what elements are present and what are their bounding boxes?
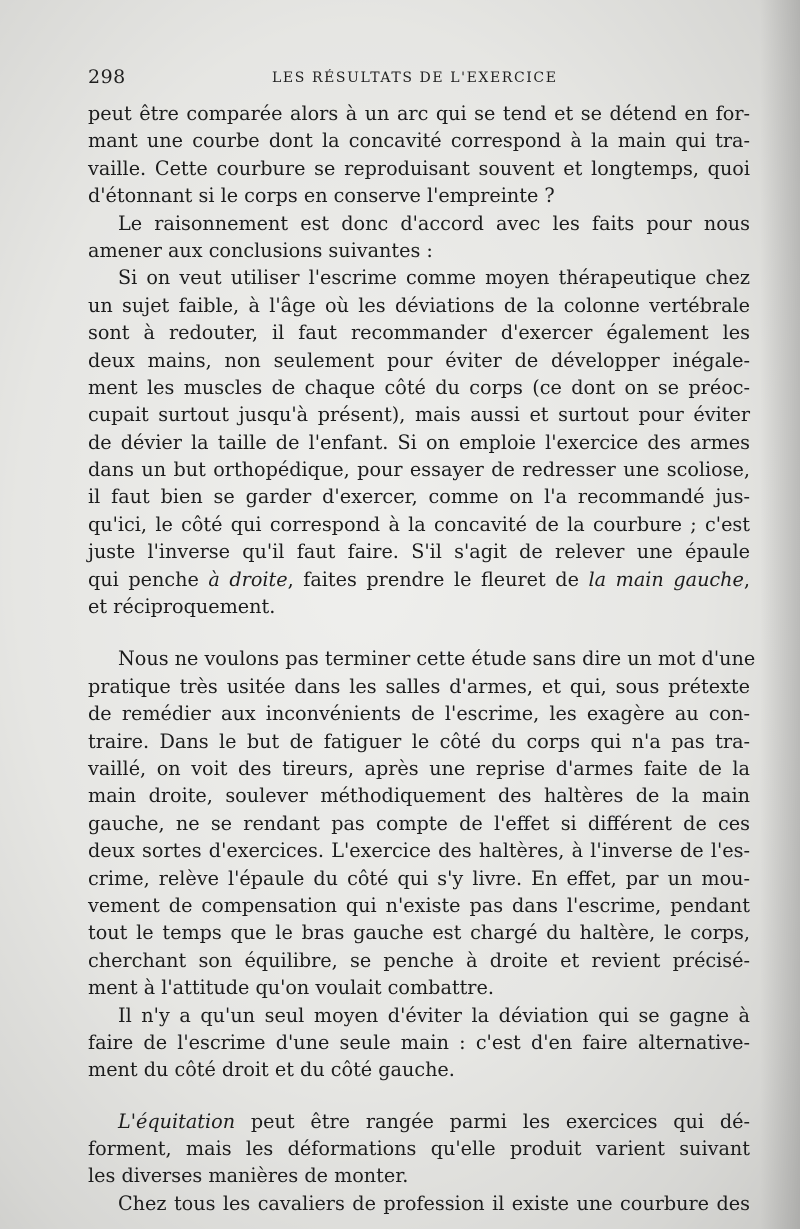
text-line: juste l'inverse qu'il faut faire. S'il s'agit de relever une épaule	[88, 540, 750, 564]
text-line: qu'ici, le côté qui correspond à la concavité de la courbure ; c'est	[88, 512, 750, 536]
text-line: Chez tous les cavaliers de profession il existe une courbure des	[118, 1191, 750, 1215]
text-line: Il n'y a qu'un seul moyen d'éviter la déviation qui se gagne à	[118, 1003, 750, 1027]
text-line: Le raisonnement est donc d'accord avec les faits pour nous	[118, 211, 750, 235]
page-edge-shadow	[760, 0, 800, 1229]
text-line: tout le temps que le bras gauche est chargé du haltère, le corps,	[88, 921, 750, 945]
page-number: 298	[88, 66, 126, 88]
text-line: deux mains, non seulement pour éviter de développer inégale-	[88, 348, 750, 372]
text-line: cupait surtout jusqu'à présent), mais aussi et surtout pour éviter	[88, 403, 750, 427]
text-line: cherchant son équilibre, se penche à droite et revient précisé-	[88, 948, 750, 972]
text-line: de remédier aux inconvénients de l'escrime, les exagère au con-	[88, 702, 750, 726]
text-line: forment, mais les déformations qu'elle produit varient suivant	[88, 1137, 750, 1161]
text-line: gauche, ne se rendant pas compte de l'effet si différent de ces	[88, 811, 750, 835]
text-line: traire. Dans le but de fatiguer le côté du corps qui n'a pas tra-	[88, 729, 750, 753]
text-line: crime, relève l'épaule du côté qui s'y livre. En effet, par un mou-	[88, 866, 750, 890]
text-line: Si on veut utiliser l'escrime comme moyen thérapeutique chez	[118, 266, 750, 290]
text-line: deux sortes d'exercices. L'exercice des haltères, à l'inverse de l'es-	[88, 839, 750, 863]
text-line: les diverses manières de monter.	[88, 1164, 409, 1188]
text-line: il faut bien se garder d'exercer, comme on l'a recommandé jus-	[88, 485, 750, 509]
text-line: pratique très usitée dans les salles d'armes, et qui, sous prétexte	[88, 674, 750, 698]
text-segment: qui penche	[88, 567, 209, 591]
text-line: ment les muscles de chaque côté du corps (ce dont on se préoc-	[88, 375, 750, 399]
text-line: vement de compensation qui n'existe pas dans l'escrime, pendant	[88, 893, 750, 917]
text-segment: ,	[743, 567, 750, 591]
body-text	[88, 100, 756, 1217]
text-line: ment du côté droit et du côté gauche.	[88, 1058, 455, 1082]
text-segment: , faites prendre le fleuret de	[287, 567, 589, 591]
italic-term: L'équitation	[118, 1109, 236, 1133]
text-line: vaillé, on voit des tireurs, après une reprise d'armes faite de la	[88, 756, 750, 780]
text-line: Nous ne voulons pas terminer cette étude sans dire un mot d'une	[118, 647, 756, 671]
italic-phrase: la main gauche	[588, 567, 744, 591]
page-header	[88, 66, 748, 94]
section-gap	[88, 620, 750, 645]
text-line: de dévier la taille de l'enfant. Si on emploie l'exercice des armes	[88, 430, 750, 454]
text-line: un sujet faible, à l'âge où les déviations de la colonne vertébrale	[88, 293, 750, 317]
text-line: peut être comparée alors à un arc qui se tend et se détend en for-	[88, 102, 750, 125]
text-line: mant une courbe dont la concavité correspond à la main qui tra-	[88, 129, 750, 153]
text-line: faire de l'escrime d'une seule main : c'est d'en faire alternative-	[88, 1030, 750, 1054]
text-line: dans un but orthopédique, pour essayer de redresser une scoliose,	[88, 458, 750, 482]
italic-phrase: à droite	[208, 567, 288, 591]
text-line: amener aux conclusions suivantes :	[88, 238, 433, 262]
text-segment: peut être rangée parmi les exercices qui dé-	[235, 1109, 750, 1133]
text-line: vaille. Cette courbure se reproduisant souvent et longtemps, quoi	[88, 156, 750, 180]
text-line: main droite, soulever méthodiquement des haltères de la main	[88, 784, 750, 808]
section-gap	[88, 1084, 750, 1108]
text-line: et réciproquement.	[88, 595, 276, 619]
running-title: LES RÉSULTATS DE L'EXERCICE	[272, 70, 558, 86]
text-line: ment à l'attitude qu'on voulait combattre.	[88, 976, 494, 1000]
text-line: d'étonnant si le corps en conserve l'empreinte ?	[88, 184, 555, 208]
text-line-mixed	[88, 566, 750, 593]
text-line: sont à redouter, il faut recommander d'exercer également les	[88, 321, 750, 345]
text-line-mixed	[88, 1108, 750, 1135]
